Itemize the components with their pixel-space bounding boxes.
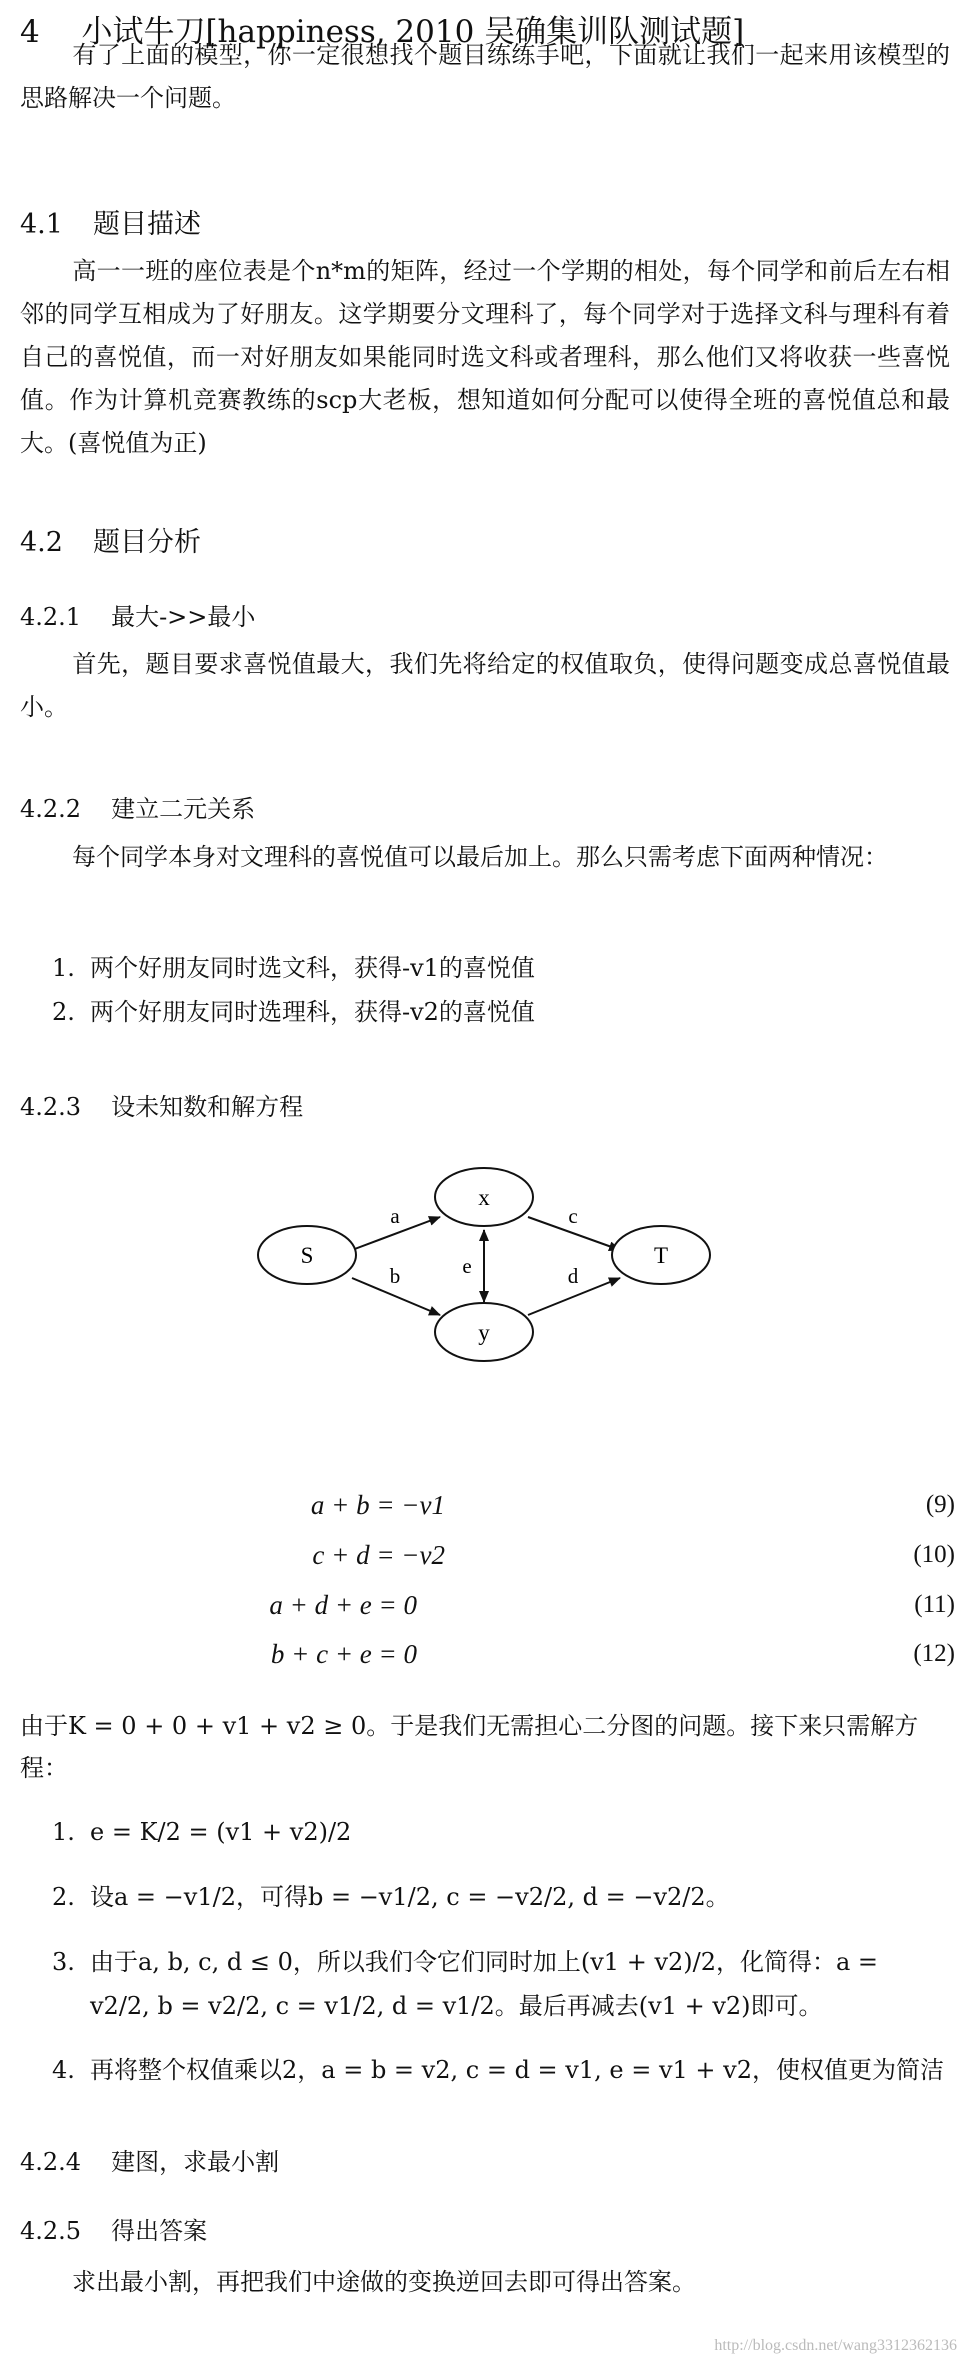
subsubsection-heading-4-2-2: 4.2.2 建立二元关系 <box>20 795 256 823</box>
subsubsection-heading-4-2-4: 4.2.4 建图，求最小割 <box>20 2148 280 2176</box>
analysis-text: 首先，题目要求喜悦值最大，我们先将给定的权值取负，使得问题变成总喜悦值最小。 <box>20 650 950 721</box>
subsubsection-heading-4-2-3: 4.2.3 设未知数和解方程 <box>20 1093 304 1121</box>
section-title: 小试牛刀[happiness, 2010 吴确集训队测试题] <box>81 14 745 50</box>
edge-d-label: d <box>567 1264 579 1288</box>
node-t-label: T <box>653 1243 669 1268</box>
section-number: 4 <box>20 14 40 50</box>
solution-step: 3. 由于a, b, c, d ≤ 0，所以我们令它们同时加上(v1 + v2)/2，化简得：a = <box>52 1948 879 1976</box>
list-item: 1. 两个好朋友同时选文科，获得-v1的喜悦值 <box>52 954 535 982</box>
solution-step-continuation: v2/2, b = v2/2, c = v1/2, d = v1/2。最后再减去(v1 + v2)即可。 <box>90 1992 823 2020</box>
solution-step: 4. 再将整个权值乘以2，a = b = v2, c = d = v1, e = v1 + v2，使权值更为简洁 <box>52 2056 944 2084</box>
equation-number: (9) <box>925 1491 955 1518</box>
node-y-label: y <box>478 1320 490 1345</box>
subsubsection-heading-4-2-5: 4.2.5 得出答案 <box>20 2217 208 2245</box>
equation: c + d = −v2 <box>312 1540 445 1570</box>
paragraph-line: 程： <box>20 1754 68 1782</box>
edge-c-label: c <box>568 1204 578 1228</box>
equation: a + d + e = 0 <box>269 1590 417 1620</box>
relation-text: 每个同学本身对文理科的喜悦值可以最后加上。那么只需考虑下面两种情况： <box>72 843 888 871</box>
equation-number: (10) <box>913 1541 955 1568</box>
subsection-heading-4-1: 4.1 题目描述 <box>20 209 201 240</box>
node-x-label: x <box>478 1185 490 1210</box>
solution-step: 2. 设a = −v1/2，可得b = −v1/2, c = −v2/2, d = −v2/2。 <box>52 1883 730 1911</box>
solution-step: 1. e = K/2 = (v1 + v2)/2 <box>52 1818 352 1846</box>
subsection-heading-4-2: 4.2 题目分析 <box>20 527 201 558</box>
equation-number: (12) <box>913 1640 955 1667</box>
problem-description: 高一一班的座位表是个n*m的矩阵，经过一个学期的相处，每个同学和前后左右相邻的同学互相成为了好朋友。这学期要分文理科了，每个同学对于选择文科与理科有着自己的喜悦值，而一对好朋友如果能同时选文科或者理科，那么他们又将收获一些喜悦值。作为计算机竞赛教练的scp大老板，想知道如何分配可以使得全班的喜悦值总和最大。(喜悦值为正) <box>20 257 950 457</box>
equation-number: (11) <box>914 1591 955 1618</box>
edge-b-label: b <box>389 1264 401 1288</box>
section-intro: 有了上面的模型，你一定很想找个题目练练手吧，下面就让我们一起来用该模型的思路解决一个问题。 <box>20 41 950 112</box>
edge-e-label: e <box>462 1254 472 1278</box>
paragraph-line: 由于K = 0 + 0 + v1 + v2 ≥ 0。于是我们无需担心二分图的问题。接下来只需解方 <box>20 1712 919 1740</box>
edge-a-label: a <box>390 1204 400 1228</box>
list-item: 2. 两个好朋友同时选理科，获得-v2的喜悦值 <box>52 998 535 1026</box>
watermark-url: http://blog.csdn.net/wang3312362136 <box>714 2337 957 2354</box>
subsubsection-heading-4-2-1: 4.2.1 最大->>最小 <box>20 603 256 631</box>
flow-network-graph <box>0 1150 975 1390</box>
node-s-label: S <box>300 1243 314 1268</box>
equation: a + b = −v1 <box>310 1490 445 1520</box>
equation: b + c + e = 0 <box>270 1639 417 1669</box>
answer-text: 求出最小割，再把我们中途做的变换逆回去即可得出答案。 <box>72 2268 696 2296</box>
